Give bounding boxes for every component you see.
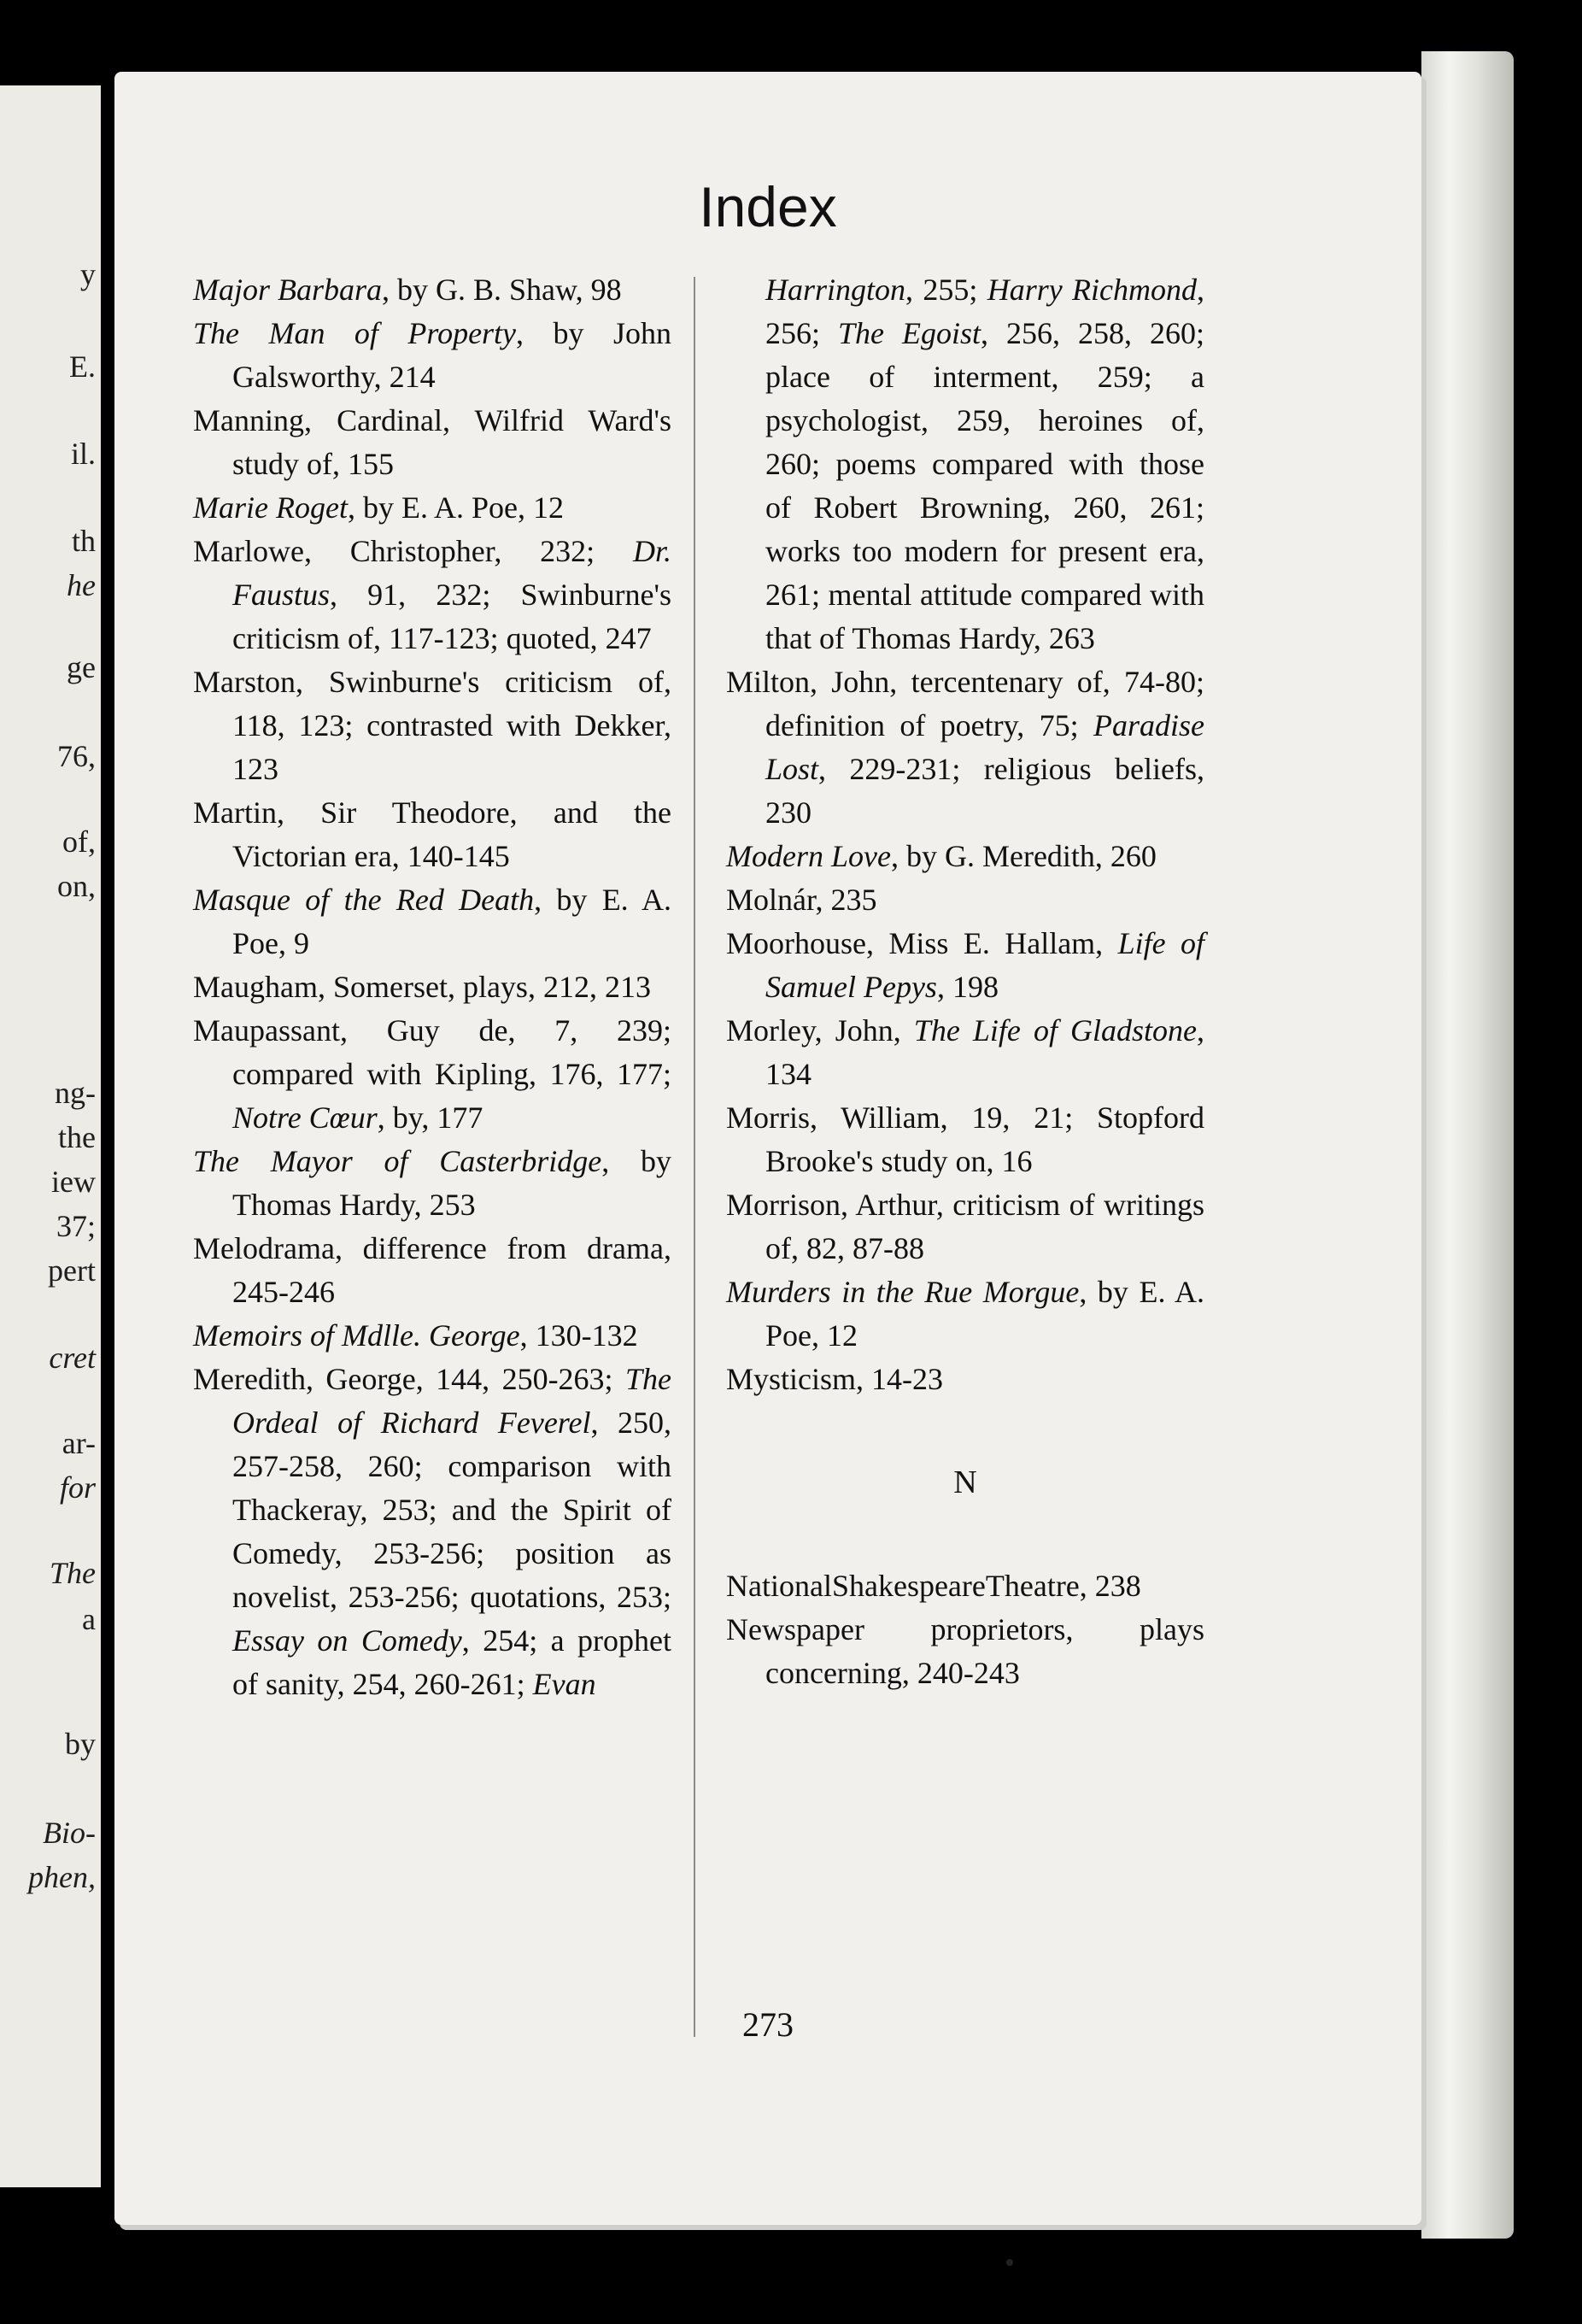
entry-text: Morrison, Arthur, criticism of writings of, 82, 87-88 xyxy=(726,1188,1204,1265)
entry-text: , 250, 257-258, 260; comparison with Thackeray, 253; and the Spirit of Comedy, 253-256; position as novelist, 253-256; quotations, 253; xyxy=(232,1406,671,1614)
book-gutter xyxy=(101,77,114,2196)
index-entry-meredith-cont xyxy=(726,268,1204,660)
index-page xyxy=(114,72,1421,2225)
work-title: Modern Love xyxy=(726,839,891,873)
work-title: The Man of Property xyxy=(193,316,517,350)
entry-text: , 255; xyxy=(905,273,987,307)
page-number: 273 xyxy=(742,2005,794,2044)
entry-text: , 130-132 xyxy=(519,1318,638,1353)
index-entry-morley xyxy=(726,1009,1204,1096)
index-entry-mysticism xyxy=(726,1358,1204,1401)
facing-page-text-fragment: he xyxy=(67,568,96,602)
entry-text: Marston, Swinburne's criticism of, 118, 123; contrasted with Dekker, 123 xyxy=(193,665,671,786)
work-title: Memoirs of Mdlle. George xyxy=(193,1318,520,1353)
entry-text: Milton, John, tercentenary of, 74-80; definition of poetry, 75; xyxy=(726,665,1204,742)
work-title: Life of Samuel Pepys xyxy=(765,926,1205,1004)
page-edge-stack xyxy=(1421,51,1514,2239)
index-entry-murders xyxy=(726,1271,1204,1358)
entry-text: , by John Galsworthy, 214 xyxy=(232,316,672,394)
entry-text: Marlowe, Christopher, 232; xyxy=(193,534,633,568)
facing-page-text-fragment: ng- xyxy=(55,1076,96,1110)
work-title: Essay on Comedy xyxy=(232,1623,462,1658)
facing-page-text-fragment: on, xyxy=(57,869,96,903)
index-entry-morris xyxy=(726,1096,1204,1183)
entry-text: Maugham, Somerset, plays, 212, 213 xyxy=(193,970,651,1004)
entry-text: Newspaper proprietors, plays concerning, 240-243 xyxy=(726,1612,1204,1690)
entry-text: , by E. A. Poe, 9 xyxy=(232,883,671,960)
work-title: The Ordeal of Richard Feverel xyxy=(232,1362,671,1440)
index-entries-m xyxy=(726,268,1204,1401)
index-entry-moorhouse xyxy=(726,922,1204,1009)
work-title: Murders in the Rue Morgue xyxy=(726,1275,1080,1309)
section-letter: N xyxy=(953,1464,977,1500)
facing-page-text-fragment: th xyxy=(71,524,96,558)
work-title: Paradise Lost xyxy=(765,708,1204,786)
entry-text: , by E. A. Poe, 12 xyxy=(347,490,564,525)
work-title: The Life of Gladstone xyxy=(913,1013,1197,1048)
entry-text: Maupassant, Guy de, 7, 239; compared with Kipling, 176, 177; xyxy=(193,1013,671,1091)
facing-page-text-fragment: ge xyxy=(67,650,96,684)
work-title: The Egoist xyxy=(838,316,981,350)
entry-text: Manning, Cardinal, Wilfrid Ward's study of, 155 xyxy=(193,403,671,481)
facing-page-text-fragment: 76, xyxy=(57,739,96,773)
work-title: Marie Roget xyxy=(193,490,348,525)
index-entry-melodrama xyxy=(193,1227,671,1314)
entry-text: , 91, 232; Swinburne's criticism of, 117-123; quoted, 247 xyxy=(232,578,671,655)
index-entry-newspaper xyxy=(726,1608,1204,1695)
index-column-left xyxy=(193,268,671,1706)
facing-page-text-fragment: the xyxy=(58,1120,96,1154)
facing-page-text-fragment: il. xyxy=(70,437,96,471)
work-title: Dr. Faustus xyxy=(232,534,671,612)
entry-text: , 198 xyxy=(936,970,999,1004)
index-entry-morrison xyxy=(726,1183,1204,1271)
index-entry-maugham xyxy=(193,965,671,1009)
index-entry-molnar xyxy=(726,878,1204,922)
index-entry-meredith xyxy=(193,1358,671,1706)
entry-text: , by E. A. Poe, 12 xyxy=(765,1275,1204,1353)
entry-text: , 256, 258, 260; place of interment, 259; a psychologist, 259, heroines of, 260; poems compared with those of Robert Browning, 260, 261; works too modern for present era, 261; mental attitude compared with that of Thomas Hardy, 263 xyxy=(765,316,1204,655)
facing-page-text-fragment: E. xyxy=(69,349,96,384)
index-column-right xyxy=(726,268,1204,1695)
facing-page-edge xyxy=(0,85,101,2187)
index-entry-manning xyxy=(193,399,671,486)
entry-text: Martin, Sir Theodore, and the Victorian era, 140-145 xyxy=(193,795,671,873)
facing-page-text-fragment: cret xyxy=(49,1341,96,1375)
facing-page-text-fragment: a xyxy=(82,1602,96,1636)
index-entry-marie-roget xyxy=(193,486,671,530)
facing-page-text-fragment: ar- xyxy=(62,1426,96,1460)
entry-text: Mysticism, 14-23 xyxy=(726,1362,944,1396)
entry-text: Melodrama, difference from drama, 245-246 xyxy=(193,1231,671,1309)
entry-text: , by G. Meredith, 260 xyxy=(890,839,1157,873)
page-title: Index xyxy=(699,175,837,238)
entry-text: , by Thomas Hardy, 253 xyxy=(232,1144,672,1222)
index-entry-modern-love xyxy=(726,835,1204,878)
index-entry-milton xyxy=(726,660,1204,835)
index-entry-man-of-property xyxy=(193,312,671,399)
facing-page-text-fragment: y xyxy=(80,257,96,291)
work-title: Major Barbara xyxy=(193,273,383,307)
facing-page-text-fragment: Bio- xyxy=(43,1816,96,1850)
index-entry-national-shakespeare xyxy=(726,1564,1204,1608)
work-title: Harry Richmond xyxy=(987,273,1197,307)
index-entry-marlowe xyxy=(193,530,671,660)
facing-page-text-fragment: iew xyxy=(51,1165,96,1199)
index-entry-martin xyxy=(193,791,671,878)
entry-text: , by G. B. Shaw, 98 xyxy=(382,273,622,307)
ink-speck xyxy=(1006,2259,1013,2266)
facing-page-text-fragment: The xyxy=(50,1556,96,1590)
work-title: Evan xyxy=(532,1667,596,1701)
facing-page-text-fragment: phen, xyxy=(28,1860,96,1894)
index-entry-major-barbara xyxy=(193,268,671,312)
entry-text: Morley, John, xyxy=(726,1013,914,1048)
entry-text: , 256; xyxy=(765,273,1204,350)
index-entry-memoirs xyxy=(193,1314,671,1358)
entry-text: Meredith, George, 144, 250-263; xyxy=(193,1362,625,1396)
entry-text: , 134 xyxy=(765,1013,1204,1091)
facing-page-text-fragment: of, xyxy=(62,825,96,859)
work-title: Notre Cœur xyxy=(232,1100,378,1135)
work-title: Masque of the Red Death xyxy=(193,883,535,917)
entry-text: , 229-231; religious beliefs, 230 xyxy=(765,752,1204,830)
column-divider xyxy=(694,277,695,2037)
index-entry-masque xyxy=(193,878,671,965)
facing-page-text-fragment: by xyxy=(65,1727,96,1761)
facing-page-text-fragment: pert xyxy=(48,1253,96,1288)
entry-text: NationalShakespeareTheatre, 238 xyxy=(726,1569,1141,1603)
entry-text: , 254; a prophet of sanity, 254, 260-261; xyxy=(232,1623,671,1701)
entry-text: Morris, William, 19, 21; Stopford Brooke's study on, 16 xyxy=(726,1100,1204,1178)
facing-page-text-fragment: 37; xyxy=(56,1209,96,1243)
index-entry-maupassant xyxy=(193,1009,671,1140)
work-title: Harrington xyxy=(765,273,906,307)
index-entry-marston xyxy=(193,660,671,791)
index-entry-mayor-casterbridge xyxy=(193,1140,671,1227)
entry-text: Molnár, 235 xyxy=(726,883,877,917)
facing-page-text-fragment: for xyxy=(59,1470,96,1505)
entry-text: Moorhouse, Miss E. Hallam, xyxy=(726,926,1118,960)
work-title: The Mayor of Casterbridge xyxy=(193,1144,602,1178)
entry-text: , by, 177 xyxy=(377,1100,483,1135)
index-entries-n xyxy=(726,1564,1204,1695)
